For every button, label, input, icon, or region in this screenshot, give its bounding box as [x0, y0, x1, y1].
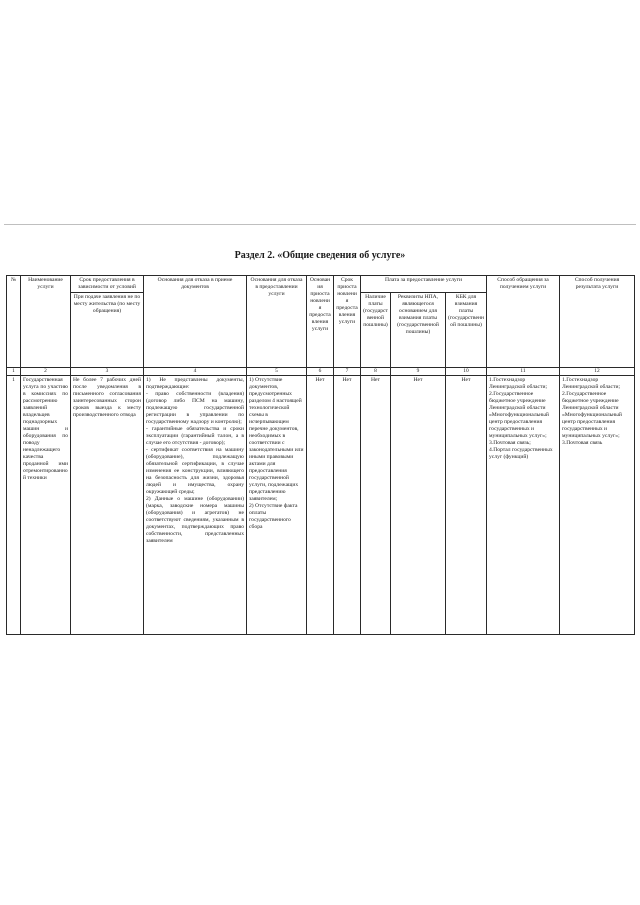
- row-suspend-grounds: Нет: [307, 376, 334, 635]
- column-number-row: [7, 368, 635, 376]
- row-refuse-provide: [247, 376, 307, 635]
- row-suspend-term: Нет: [334, 376, 361, 635]
- refuse-provide-item: 2) Отсутствие факта оплаты государственного сбора: [249, 502, 298, 530]
- header-suspend-term: Срок приостановления предоставления услуги: [334, 276, 361, 368]
- service-info-table: [6, 275, 635, 635]
- header-apply-method: Способ обращения за получением услуги: [487, 276, 560, 368]
- header-term-sub: При подаче заявления не по месту жительства (по месту обращения): [71, 293, 144, 368]
- refuse-accept-item: - гарантийные обязательства и сроки эксплуатации (гарантийный талон, а в случае его отсутствия - договор);: [146, 425, 244, 446]
- row-fee-kbk: Нет: [446, 376, 487, 635]
- header-fee-kbk: КБК для взимания платы (государственной пошлины): [446, 293, 487, 368]
- col-number: 10: [446, 368, 487, 376]
- header-num: №: [7, 276, 21, 368]
- col-number: 5: [247, 368, 307, 376]
- col-number: 4: [144, 368, 247, 376]
- header-fee-details: Реквизиты НПА, являющегося основанием для взимания платы (государственной пошлины): [391, 293, 446, 368]
- scan-edge-line: [4, 224, 636, 225]
- col-number: 2: [21, 368, 71, 376]
- result-method-item: 1.Гостехнадзор Ленинградской области;: [562, 377, 620, 390]
- refuse-accept-item: 2) Данные о машине (оборудовании) (марка, заводские номера машины (оборудования) и агрегатов) не соответствуют сведениям, указанным в документах, подтверждающих право собственности, представленных заявителем: [146, 495, 244, 544]
- row-num: 1: [7, 376, 21, 635]
- row-service-name: Государственная услуга по участию в комиссиях по рассмотрению заявлений владельцев поднадзорных машин и оборудования по поводу ненадлежащего качества проданной ими отремонтированной техники: [21, 376, 71, 635]
- refuse-accept-item: - право собственности (владения) (договор либо ПСМ на машину, подлежащую государственной регистрации в управлении по государственному надзору и контролю);: [146, 390, 244, 425]
- apply-method-item: 3.Почтовая связь;: [489, 439, 531, 446]
- row-refuse-accept: [144, 376, 247, 635]
- header-term-group: Срок предоставления в зависимости от условий: [71, 276, 144, 293]
- row-term: Не более 7 рабочих дней после уведомления в письменного согласования заинтересованных сторон сроков выезда к месту производственного отвода: [71, 376, 144, 635]
- apply-method-item: 2.Государственное бюджетное учреждение Ленинградской области «Многофункциональный центр предоставления государственных и муниципальных услуг»;: [489, 390, 549, 439]
- col-number: 8: [361, 368, 391, 376]
- result-method-item: 3.Почтовая связь: [562, 439, 603, 446]
- col-number: 1: [7, 368, 21, 376]
- table-row: [7, 376, 635, 635]
- apply-method-item: 4.Портал государственных услуг (функций): [489, 446, 553, 460]
- refuse-accept-item: 1) Не представлены документы, подтверждающие:: [146, 377, 244, 390]
- row-apply-method: [487, 376, 560, 635]
- col-number: 9: [391, 368, 446, 376]
- header-fee-exists: Наличие платы (государственной пошлины): [361, 293, 391, 368]
- refuse-provide-item: 1) Отсутствие документов, предусмотренных разделом 4 настоящей технологической схемы в исчерпывающем перечне документов, необходимых в соответствии с законодательными или иными правовыми актами для предоставления государственной услуги, подлежащих представлению заявителем;: [249, 377, 304, 502]
- col-number: 7: [334, 368, 361, 376]
- col-number: 3: [71, 368, 144, 376]
- col-number: 11: [487, 368, 560, 376]
- header-refuse-provide: Основания для отказа в предоставлении услуги: [247, 276, 307, 368]
- header-refuse-accept: Основания для отказа в приеме документов: [144, 276, 247, 368]
- row-result-method: [560, 376, 635, 635]
- col-number: 12: [560, 368, 635, 376]
- header-result-method: Способ получения результата услуги: [560, 276, 635, 368]
- header-fee-group: Плата за предоставление услуги: [361, 276, 487, 293]
- result-method-item: 2.Государственное бюджетное учреждение Ленинградской области «Многофункциональный центр предоставления государственных и муниципальных услуг»;: [562, 390, 622, 439]
- refuse-accept-item: - сертификат соответствия на машину (оборудование), подлежащую обязательной сертификации, в случае изменения ее конструкции, влияющего на безопасность для жизни, здоровья людей и имущества, охрану окружающей среды;: [146, 446, 244, 495]
- row-fee-exists: Нет: [361, 376, 391, 635]
- section-title: Раздел 2. «Общие сведения об услуге»: [234, 250, 406, 261]
- header-service-name: Наименование услуги: [21, 276, 71, 368]
- row-fee-details: Нет: [391, 376, 446, 635]
- col-number: 6: [307, 368, 334, 376]
- header-row-1: [7, 276, 635, 293]
- apply-method-item: 1.Гостехнадзор Ленинградской области;: [489, 377, 547, 390]
- header-suspend-grounds: Основания приостановления предоставления услуги: [307, 276, 334, 368]
